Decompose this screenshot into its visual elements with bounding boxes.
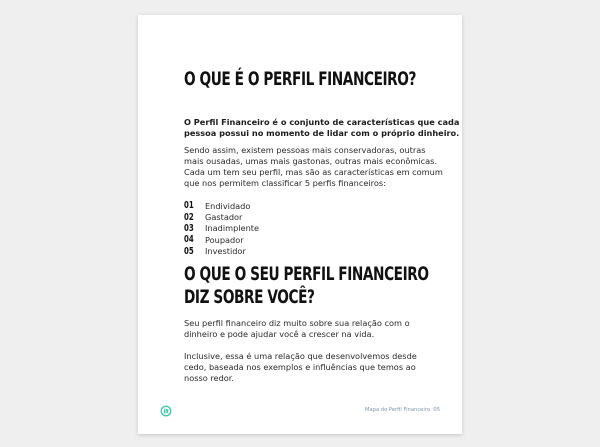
document-page	[138, 15, 462, 434]
list-number: 01	[184, 200, 194, 212]
text-line: mais ousadas, umas mais gastonas, outras mais econômicas.	[184, 156, 438, 166]
section-title-about-you	[184, 263, 429, 309]
profiles-list	[184, 200, 259, 257]
section-title-perfil: O QUE É O PERFIL FINANCEIRO?	[184, 68, 416, 90]
intro-paragraph	[184, 117, 460, 139]
text-line: que nos permitem classificar 5 perfis financeiros:	[184, 178, 386, 188]
list-item	[184, 211, 259, 222]
description-paragraph	[184, 145, 443, 189]
text-line: Sendo assim, existem pessoas mais conservadoras, outras	[184, 145, 426, 155]
list-number: 05	[184, 245, 194, 257]
text-line: Inclusive, essa é uma relação que desenvolvemos desde	[184, 351, 417, 361]
text-line: cedo, baseada nos exemplos e influências que temos ao	[184, 362, 416, 372]
list-item	[184, 246, 259, 257]
page-number: 05	[433, 407, 440, 413]
list-label: Endividado	[205, 200, 251, 211]
footer-document-title: Mapa do Perfil Financeiro	[365, 407, 430, 413]
text-line: Cada um tem seu perfil, mas são as características em comum	[184, 167, 443, 177]
title-line: DIZ SOBRE VOCÊ?	[184, 286, 315, 308]
text-line: pessoa possui no momento de lidar com o próprio dinheiro.	[184, 128, 460, 138]
text-line: nosso redor.	[184, 373, 234, 383]
list-item	[184, 200, 259, 211]
list-label: Inadimplente	[205, 223, 260, 234]
list-number: 04	[184, 234, 194, 246]
list-item	[184, 234, 259, 245]
list-number: 03	[184, 222, 194, 234]
text-line: O Perfil Financeiro é o conjunto de características que cada	[184, 117, 460, 127]
text-line: Seu perfil financeiro diz muito sobre sua relação com o	[184, 318, 410, 328]
title-line: O QUE O SEU PERFIL FINANCEIRO	[184, 263, 429, 285]
brand-logo-icon	[160, 405, 172, 417]
text-line: dinheiro e pode ajudar você a crescer na vida.	[184, 329, 375, 339]
list-label: Gastador	[205, 212, 243, 223]
list-label: Investidor	[205, 246, 246, 257]
list-item	[184, 223, 259, 234]
list-label: Poupador	[205, 234, 244, 245]
inclusive-paragraph	[184, 351, 430, 384]
relationship-paragraph	[184, 318, 430, 340]
list-number: 02	[184, 211, 194, 223]
